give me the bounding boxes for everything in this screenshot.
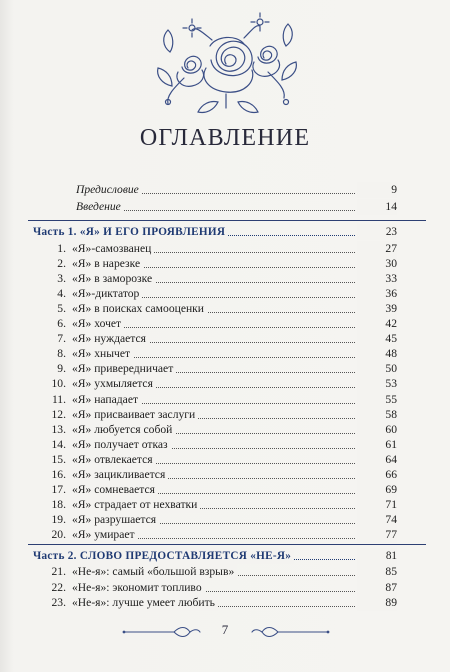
chapter-title: «Я» нуждается [72, 331, 149, 347]
chapter-title: «Я» разрушается [72, 512, 159, 528]
chapter-title: «Я» получает отказ [72, 437, 171, 453]
chapter-title: «Я» хнычет [72, 346, 133, 362]
section-rule [28, 544, 426, 545]
chapter-number: 2. [57, 257, 66, 271]
chapter-title: «Я» страдает от нехватки [72, 497, 200, 513]
entry-title: Введение [76, 199, 124, 215]
chapter-title: «Я» в заморозке [72, 271, 155, 287]
page-title: ОГЛАВЛЕНИЕ [139, 125, 311, 151]
page-number: 7 [221, 622, 229, 637]
part-page: 81 [357, 548, 397, 564]
chapter-page: 27 [357, 241, 397, 257]
chapter-title: «Не-я»: экономит топливо [72, 580, 205, 596]
toc-part-2[interactable] [0, 548, 397, 564]
chapter-number: 5. [57, 302, 66, 316]
chapter-title: «Я» нападает [72, 392, 141, 408]
chapter-page: 39 [357, 301, 397, 317]
chapter-page: 30 [357, 256, 397, 272]
chapter-title: «Не-я»: лучше умеет любить [72, 595, 218, 611]
chapter-page: 69 [357, 482, 397, 498]
chapter-title: «Я» любуется собой [72, 422, 175, 438]
toc-chapter-entry[interactable] [0, 286, 397, 302]
toc-chapter-entry[interactable] [0, 301, 397, 317]
toc-chapter-entry[interactable] [0, 580, 397, 596]
chapter-number: 10. [51, 377, 66, 391]
toc-chapter-entry[interactable] [0, 346, 397, 362]
part-title: Часть 1. «Я» И ЕГО ПРОЯВЛЕНИЯ [33, 224, 228, 240]
chapter-number: 13. [51, 422, 66, 436]
chapter-number: 3. [57, 272, 66, 286]
chapter-title: «Я» отвлекается [72, 452, 156, 468]
chapter-page: 33 [357, 271, 397, 287]
chapter-title: «Я» в поисках самооценки [72, 301, 207, 317]
chapter-number: 19. [51, 512, 66, 526]
chapter-number: 12. [51, 407, 66, 421]
chapter-number: 22. [51, 580, 66, 594]
section-rule [28, 220, 426, 221]
chapter-page: 66 [357, 467, 397, 483]
toc-chapter-entry[interactable] [0, 392, 397, 408]
page-footer [0, 618, 450, 648]
entry-title: Предисловие [76, 182, 142, 198]
chapter-number: 21. [51, 565, 66, 578]
toc-chapter-entry[interactable] [0, 331, 397, 347]
chapter-page: 42 [357, 316, 397, 332]
toc-chapter-entry[interactable] [0, 241, 397, 257]
chapter-title: «Не-я»: самый «большой взрыв» [72, 564, 237, 580]
toc-chapter-entry[interactable] [0, 497, 397, 513]
chapter-page: 55 [357, 392, 397, 408]
chapter-page: 36 [357, 286, 397, 302]
toc-chapter-entry[interactable] [0, 407, 397, 423]
chapter-page: 85 [357, 564, 397, 580]
toc-chapter-entry[interactable] [0, 512, 397, 528]
chapter-number: 8. [57, 347, 66, 361]
chapter-title: «Я» в нарезке [72, 256, 143, 272]
entry-page: 14 [357, 199, 397, 215]
chapter-title: «Я» зацикливается [72, 467, 168, 483]
chapter-number: 23. [51, 596, 66, 609]
chapter-page: 87 [357, 580, 397, 596]
part-title: Часть 2. СЛОВО ПРЕДОСТАВЛЯЕТСЯ «НЕ-Я» [33, 548, 294, 564]
chapter-number: 1. [57, 242, 66, 255]
toc-chapter-entry[interactable] [0, 595, 397, 611]
chapter-number: 11. [51, 392, 66, 406]
toc-chapter-entry[interactable] [0, 482, 397, 498]
chapter-number: 18. [51, 497, 66, 511]
chapter-title: «Я» присваивает заслуги [72, 407, 198, 423]
chapter-number: 14. [51, 437, 66, 451]
toc-chapter-entry[interactable] [0, 316, 397, 332]
chapter-page: 58 [357, 407, 397, 423]
toc-chapter-entry[interactable] [0, 256, 397, 272]
part-page: 23 [357, 224, 397, 240]
toc-chapter-entry[interactable] [0, 271, 397, 287]
chapter-number: 15. [51, 452, 66, 466]
toc-chapter-entry[interactable] [0, 422, 397, 438]
toc-chapter-entry[interactable] [0, 361, 397, 377]
chapter-page: 77 [357, 527, 397, 543]
toc-entry-preface[interactable] [0, 182, 397, 198]
toc-chapter-entry[interactable] [0, 527, 397, 543]
chapter-number: 6. [57, 317, 66, 331]
chapter-title: «Я» хочет [72, 316, 124, 332]
chapter-number: 16. [51, 467, 66, 481]
chapter-number: 7. [57, 332, 66, 346]
chapter-title: «Я» ухмыляется [72, 376, 156, 392]
toc-chapter-entry[interactable] [0, 467, 397, 483]
chapter-page: 64 [357, 452, 397, 468]
chapter-title: «Я» сомневается [72, 482, 158, 498]
toc-entry-introduction[interactable] [0, 199, 397, 215]
chapter-title: «Я» привередничает [72, 361, 176, 377]
chapter-page: 61 [357, 437, 397, 453]
toc-chapter-entry[interactable] [0, 452, 397, 468]
chapter-title: «Я» умирает [72, 527, 138, 543]
chapter-page: 89 [357, 595, 397, 611]
chapter-page: 71 [357, 497, 397, 513]
chapter-number: 20. [51, 527, 66, 541]
chapter-title: «Я»-диктатор [72, 286, 142, 302]
toc-chapter-entry[interactable] [0, 376, 397, 392]
entry-page: 9 [357, 182, 397, 198]
toc-chapter-entry[interactable] [0, 564, 397, 580]
chapter-page: 45 [357, 331, 397, 347]
chapter-number: 17. [51, 482, 66, 496]
chapter-page: 60 [357, 422, 397, 438]
toc-chapter-entry[interactable] [0, 437, 397, 453]
chapter-page: 50 [357, 361, 397, 377]
chapter-number: 4. [57, 287, 66, 301]
toc-part-1[interactable] [0, 224, 397, 240]
chapter-page: 53 [357, 376, 397, 392]
chapter-page: 48 [357, 346, 397, 362]
chapter-page: 74 [357, 512, 397, 528]
chapter-number: 9. [57, 362, 66, 376]
chapter-title: «Я»-самозванец [72, 241, 154, 257]
